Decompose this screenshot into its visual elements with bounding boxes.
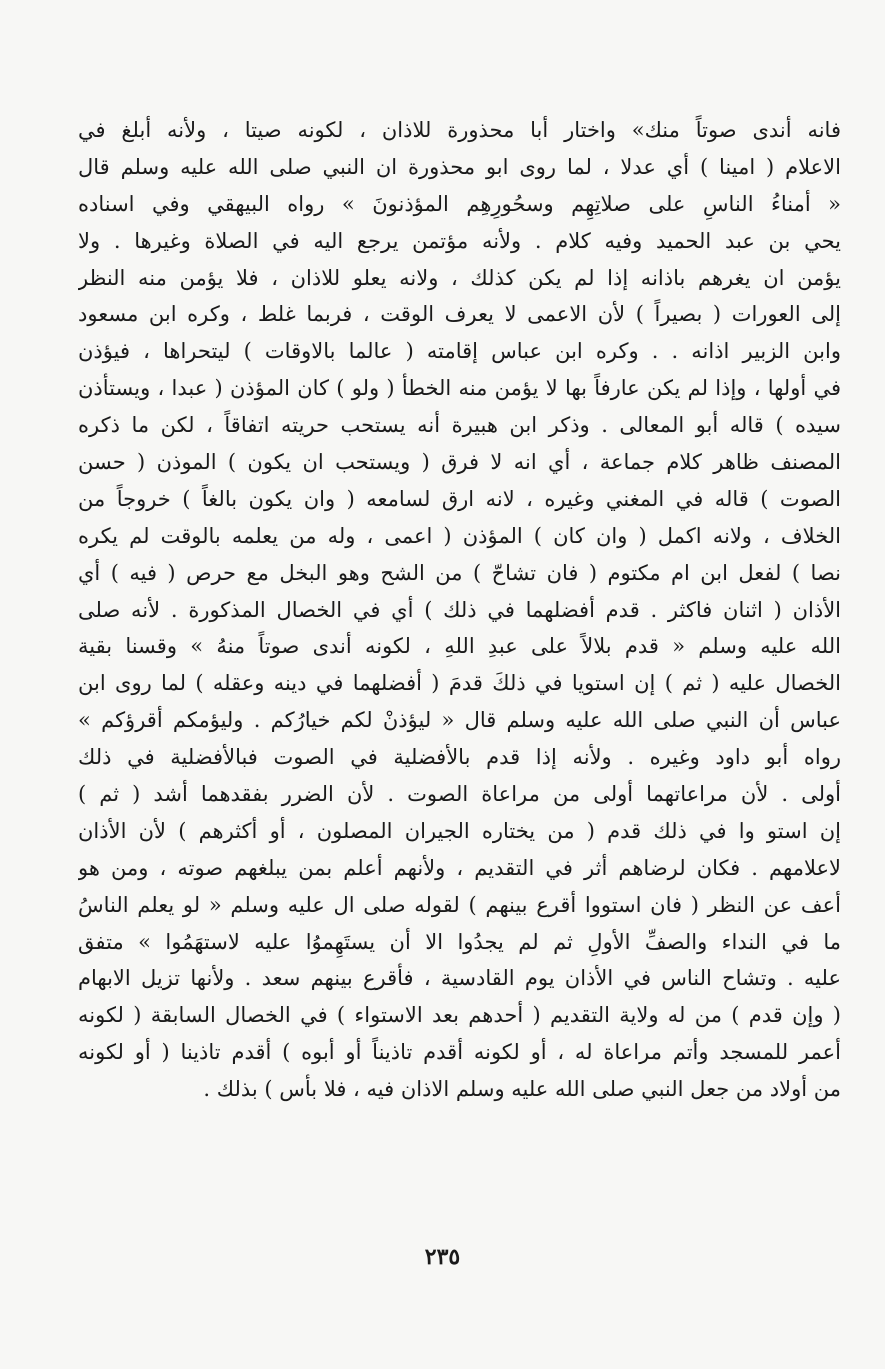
- text-line: من أولاد من جعل النبي صلى الله عليه وسلم الاذان فيه ، فلا بأس ) بذلك .: [203, 1077, 841, 1102]
- text-line: يحي بن عبد الحميد وفيه كلام . ولأنه مؤتمن يرجع اليه في الصلاة وغيرها . ولا: [78, 228, 841, 253]
- page-number: ٢٣٥: [424, 1244, 461, 1270]
- text-line: أولى . لأن مراعاتهما أولى من مراعاة الصوت . لأن الضرر بفقدهما أشد ( ثم ): [78, 782, 841, 807]
- text-line: الصوت ) قاله في المغني وغيره ، لانه ارق لسامعه ( وان يكون بالغاً ) خروجاً من: [78, 486, 841, 511]
- text-line: « أمناءُ الناسِ على صلاتِهِم وسحُورِهِم المؤذنونَ » رواه البيهقي وفي اسناده: [78, 191, 841, 216]
- text-line: الاعلام ( امينا ) أي عدلا ، لما روى ابو محذورة ان النبي صلى الله عليه وسلم قال: [78, 154, 841, 179]
- body-text: [78, 112, 841, 1108]
- text-line: يؤمن ان يغرهم باذانه إذا لم يكن كذلك ، ولانه يعلو للاذان ، فلا يؤمن منه النظر: [78, 265, 841, 290]
- text-line: الخصال عليه ( ثم ) إن استويا في ذلكَ قدمَ ( أفضلهما في دينه وعقله ) لما روى ابن: [78, 671, 841, 696]
- text-line: نصا ) لفعل ابن ام مكتوم ( فان تشاحّ ) من الشح وهو البخل مع حرص ( فيه ) أي: [78, 560, 841, 585]
- text-line: أعمر للمسجد وأتم مراعاة له ، أو لكونه أقدم تاذيناً أو أبوه ) أقدم تاذينا ( أو لكونه: [78, 1040, 841, 1065]
- text-line: إلى العورات ( بصيراً ) لأن الاعمى لا يعرف الوقت ، فربما غلط ، وكره ابن مسعود: [78, 302, 841, 327]
- text-line: رواه أبو داود وغيره . ولأنه إذا قدم بالأفضلية في الصوت فبالأفضلية في ذلك: [78, 745, 841, 770]
- text-line: عباس أن النبي صلى الله عليه وسلم قال « ليؤذنْ لكم خيارُكم . وليؤمكم أقرؤكم »: [78, 708, 841, 733]
- text-line: لاعلامهم . فكان لرضاهم أثر في التقديم ، ولأنهم أعلم بمن يبلغهم صوته ، ومن هو: [78, 855, 841, 880]
- text-line: الأذان ( اثنان فاكثر . قدم أفضلهما في ذلك ) أي في الخصال المذكورة . لأنه صلى: [78, 597, 841, 622]
- text-line: الله عليه وسلم « قدم بلالاً على عبدِ اللهِ ، لكونه أندى صوتاً منهُ » وقسنا بقية: [78, 634, 841, 659]
- text-line: أعف عن النظر ( فان استووا أقرع بينهم ) لقوله صلى ال عليه وسلم « لو يعلم الناسُ: [78, 892, 841, 917]
- text-line: ( وإن قدم ) من له ولاية التقديم ( أحدهم بعد الاستواء ) في الخصال السابقة ( لكونه: [78, 1003, 841, 1028]
- text-line: عليه . وتشاح الناس في الأذان يوم القادسية ، فأقرع بينهم سعد . ولأنها تزيل الابهام: [78, 966, 841, 991]
- text-line: الخلاف ، ولانه اكمل ( وان كان ) المؤذن ( اعمى ، وله من يعلمه بالوقت لم يكره: [78, 523, 841, 548]
- text-line: فانه أندى صوتاً منك» واختار أبا محذورة للاذان ، لكونه صيتا ، ولأنه أبلغ في: [78, 118, 841, 142]
- text-line: المصنف ظاهر كلام جماعة ، أي انه لا فرق ( ويستحب ان يكون ) الموذن ( حسن: [78, 450, 841, 475]
- text-line: ما في النداء والصفِّ الأولِ ثم لم يجدُوا الا أن يستَهِموُا عليه لاستهَمُوا » متفق: [78, 929, 841, 954]
- text-line: سيده ) قاله أبو المعالى . وذكر ابن هبيرة أنه يستحب حريته اتفاقاً ، لكن ما ذكره: [78, 413, 841, 438]
- text-line: إن استو وا في ذلك قدم ( من يختاره الجيران المصلون ، أو أكثرهم ) لأن الأذان: [78, 818, 841, 843]
- text-line: وابن الزبير اذانه . . وكره ابن عباس إقامته ( عالما بالاوقات ) ليتحراها ، فيؤذن: [78, 339, 841, 364]
- text-line: في أولها ، وإذا لم يكن عارفاً بها لا يؤمن منه الخطأ ( ولو ) كان المؤذن ( عبدا ، ويستأذن: [78, 376, 841, 401]
